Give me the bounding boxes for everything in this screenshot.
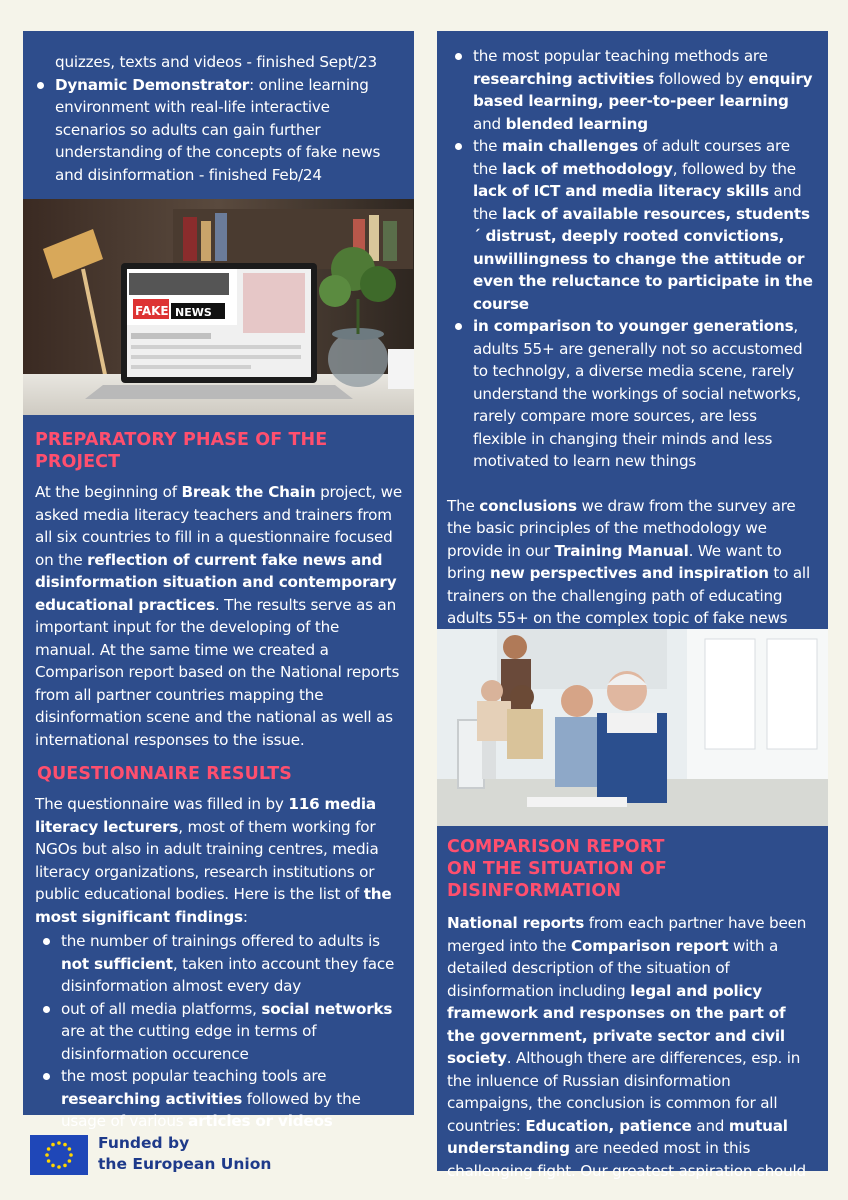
comparison-heading: COMPARISON REPORT ON THE SITUATION OF DISINFORMATION (447, 837, 667, 901)
preparatory-heading: PREPARATORY PHASE OF THE PROJECT (35, 430, 328, 472)
findings-list-continued (447, 45, 814, 473)
list-item: Dynamic Demonstrator: online learning environment with real-life interactive scenarios so adults can gain further understanding of the concepts of fake news and disinformation - finished Feb/24 (29, 74, 400, 187)
svg-text:FAKE: FAKE (135, 304, 169, 318)
findings-list (35, 930, 404, 1133)
list-item: the most popular teaching methods are researching activities followed by enquiry based learning, peer-to-peer learning and blended learning (447, 45, 814, 135)
right-bottom-panel (437, 826, 828, 1180)
intro-line: quizzes, texts and videos - finished Sept/23 (55, 53, 377, 71)
list-item: the most popular teaching tools are researching activities followed by the usage of various articles or videos (35, 1065, 400, 1133)
list-item: the main challenges of adult courses are the lack of methodology, followed by the lack of ICT and media literacy skills and the lack of available resources, students´ distrust, deeply rooted convictions, unwillingness to change the attitude or even the reluctance to participate in the course (447, 135, 814, 315)
left-bottom-panel (23, 415, 414, 1130)
list-item: in comparison to younger generations, adults 55+ are generally not so accustomed to technolgy, a diverse media scene, rarely understand the workings of social networks, rarely compare more sources, are less flexible in changing their minds and less motivated to learn new things (447, 315, 814, 473)
questionnaire-paragraph: The questionnaire was filled in by 116 media literacy lecturers, most of them working for NGOs but also in adult training centres, media literacy organizations, research institutions or public educational bodies. Here is the list of the most significant findings: (35, 795, 392, 926)
questionnaire-heading: QUESTIONNAIRE RESULTS (37, 764, 292, 784)
eu-funding-label: Funded by the European Union (98, 1134, 272, 1173)
list-item: the number of trainings offered to adults is not sufficient, taken into account they face disinformation almost every day (35, 930, 400, 998)
eu-flag-icon (30, 1135, 88, 1175)
list-item: out of all media platforms, social networks are at the cutting edge in terms of disinformation occurence (35, 998, 400, 1066)
fake-news-laptop-photo (23, 199, 414, 415)
left-top-panel (23, 31, 414, 199)
preparatory-paragraph: At the beginning of Break the Chain project, we asked media literacy teachers and trainers from all six countries to fill in a questionnaire focused on the reflection of current fake news and disinformation situation and contemporary educational practices. The results serve as an important input for the developing of the manual. At the same time we created a Comparison report based on the National reports from all partner countries mapping the disinformation scene and the national as well as international responses to the issue. (35, 483, 402, 749)
svg-text:NEWS: NEWS (175, 306, 212, 319)
conclusions-paragraph: The conclusions we draw from the survey are the basic principles of the methodology we provide in our Training Manual. We want to bring new perspectives and inspiration to all trainers on the challenging path of educating adults 55+ on the complex topic of fake news (447, 496, 810, 627)
comparison-paragraph: National reports from each partner have been merged into the Comparison report with a detailed description of the situation of disinformation including legal and policy framework and responses on the part of the government, private sector and civil society. Although there are differences, esp. in the inluence of Russian disinformation campaigns, the conclusion is common for all countries: Education, patience and mutual understanding are needed most in this challenging fight. Our greatest aspiration should (447, 914, 807, 1180)
seniors-computer-photo (437, 629, 828, 826)
right-top-panel (437, 31, 828, 629)
